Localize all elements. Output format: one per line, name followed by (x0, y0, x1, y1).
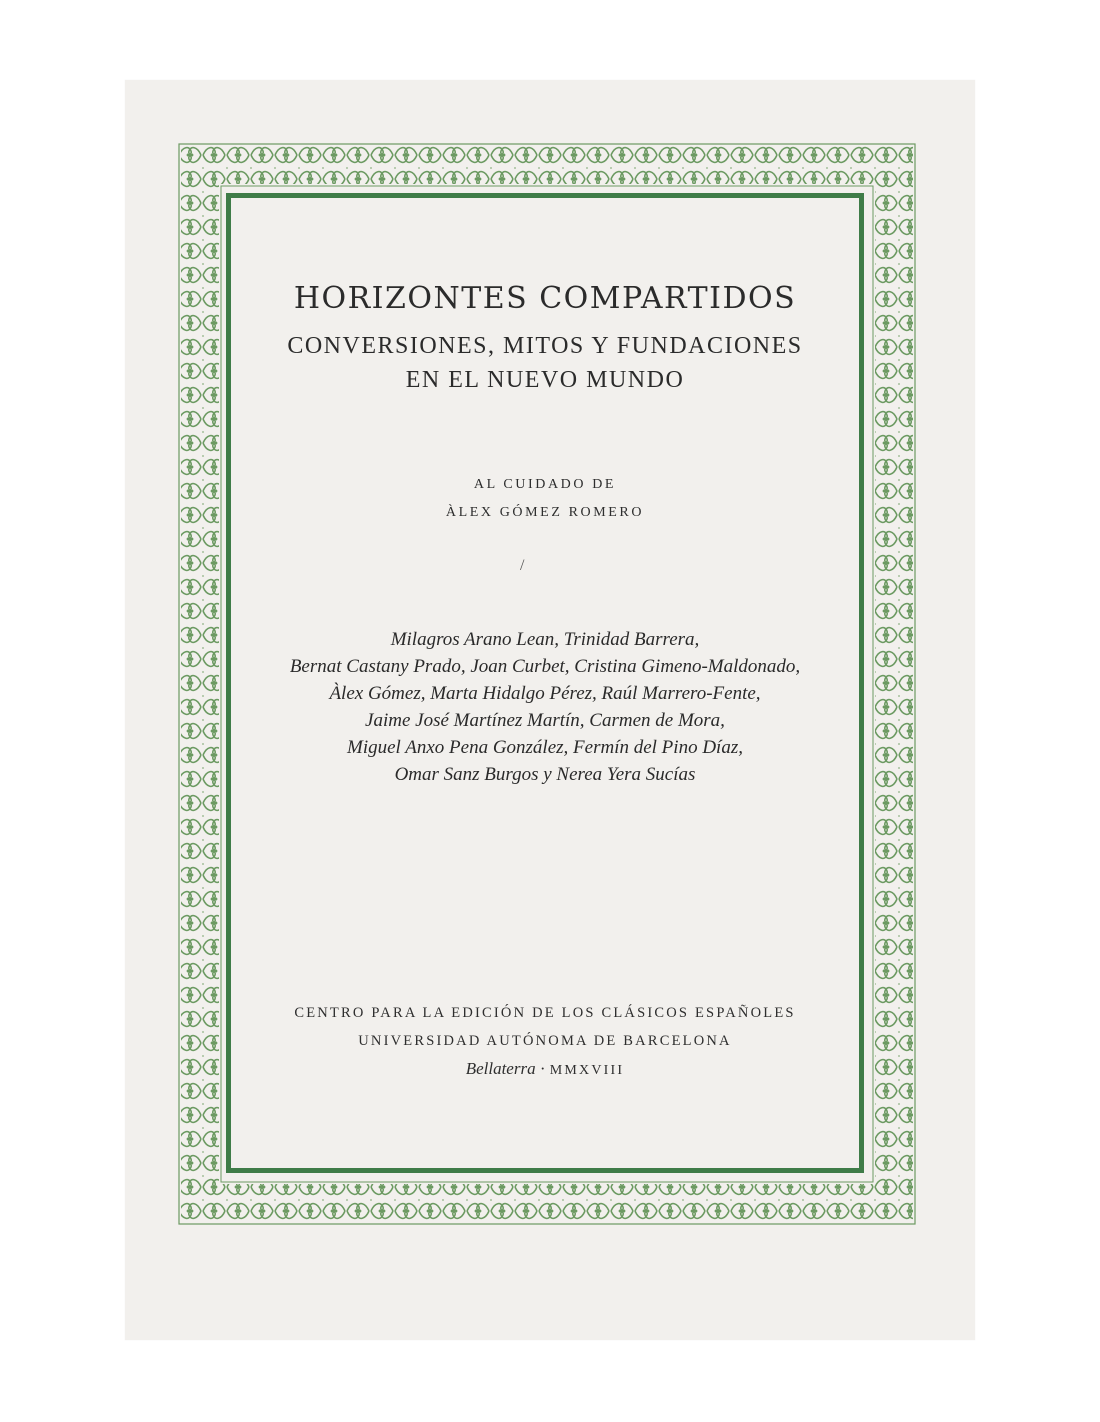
cover-content (226, 193, 864, 1173)
imprint (226, 1059, 864, 1079)
editor-label: AL CUIDADO DE (473, 477, 617, 492)
publisher-line2: UNIVERSIDAD AUTÓNOMA DE BARCELONA (358, 1033, 732, 1049)
imprint-year: MMXVIII (549, 1063, 625, 1078)
book-cover (125, 80, 975, 1340)
editor-name: ÀLEX GÓMEZ ROMERO (445, 505, 645, 520)
author-line: Bernat Castany Prado, Joan Curbet, Cristina Gimeno-Maldonado, (289, 656, 801, 677)
book-subtitle-line1: CONVERSIONES, MITOS Y FUNDACIONES (287, 333, 803, 359)
book-subtitle-line2: EN EL NUEVO MUNDO (405, 367, 685, 393)
author-line: Miguel Anxo Pena González, Fermín del Pino Díaz, (347, 737, 743, 758)
stray-mark: / (520, 557, 525, 574)
author-list (226, 626, 864, 788)
author-line: Jaime José Martínez Martín, Carmen de Mora, (365, 710, 725, 731)
author-line: Àlex Gómez, Marta Hidalgo Pérez, Raúl Marrero-Fente, (329, 683, 761, 704)
publisher-line1: CENTRO PARA LA EDICIÓN DE LOS CLÁSICOS ESPAÑOLES (294, 1005, 796, 1021)
author-line: Milagros Arano Lean, Trinidad Barrera, (390, 629, 700, 650)
book-title: HORIZONTES COMPARTIDOS (293, 281, 797, 316)
imprint-separator: · (539, 1059, 546, 1078)
author-line: Omar Sanz Burgos y Nerea Yera Sucías (394, 764, 696, 785)
imprint-place: Bellaterra (465, 1059, 536, 1078)
